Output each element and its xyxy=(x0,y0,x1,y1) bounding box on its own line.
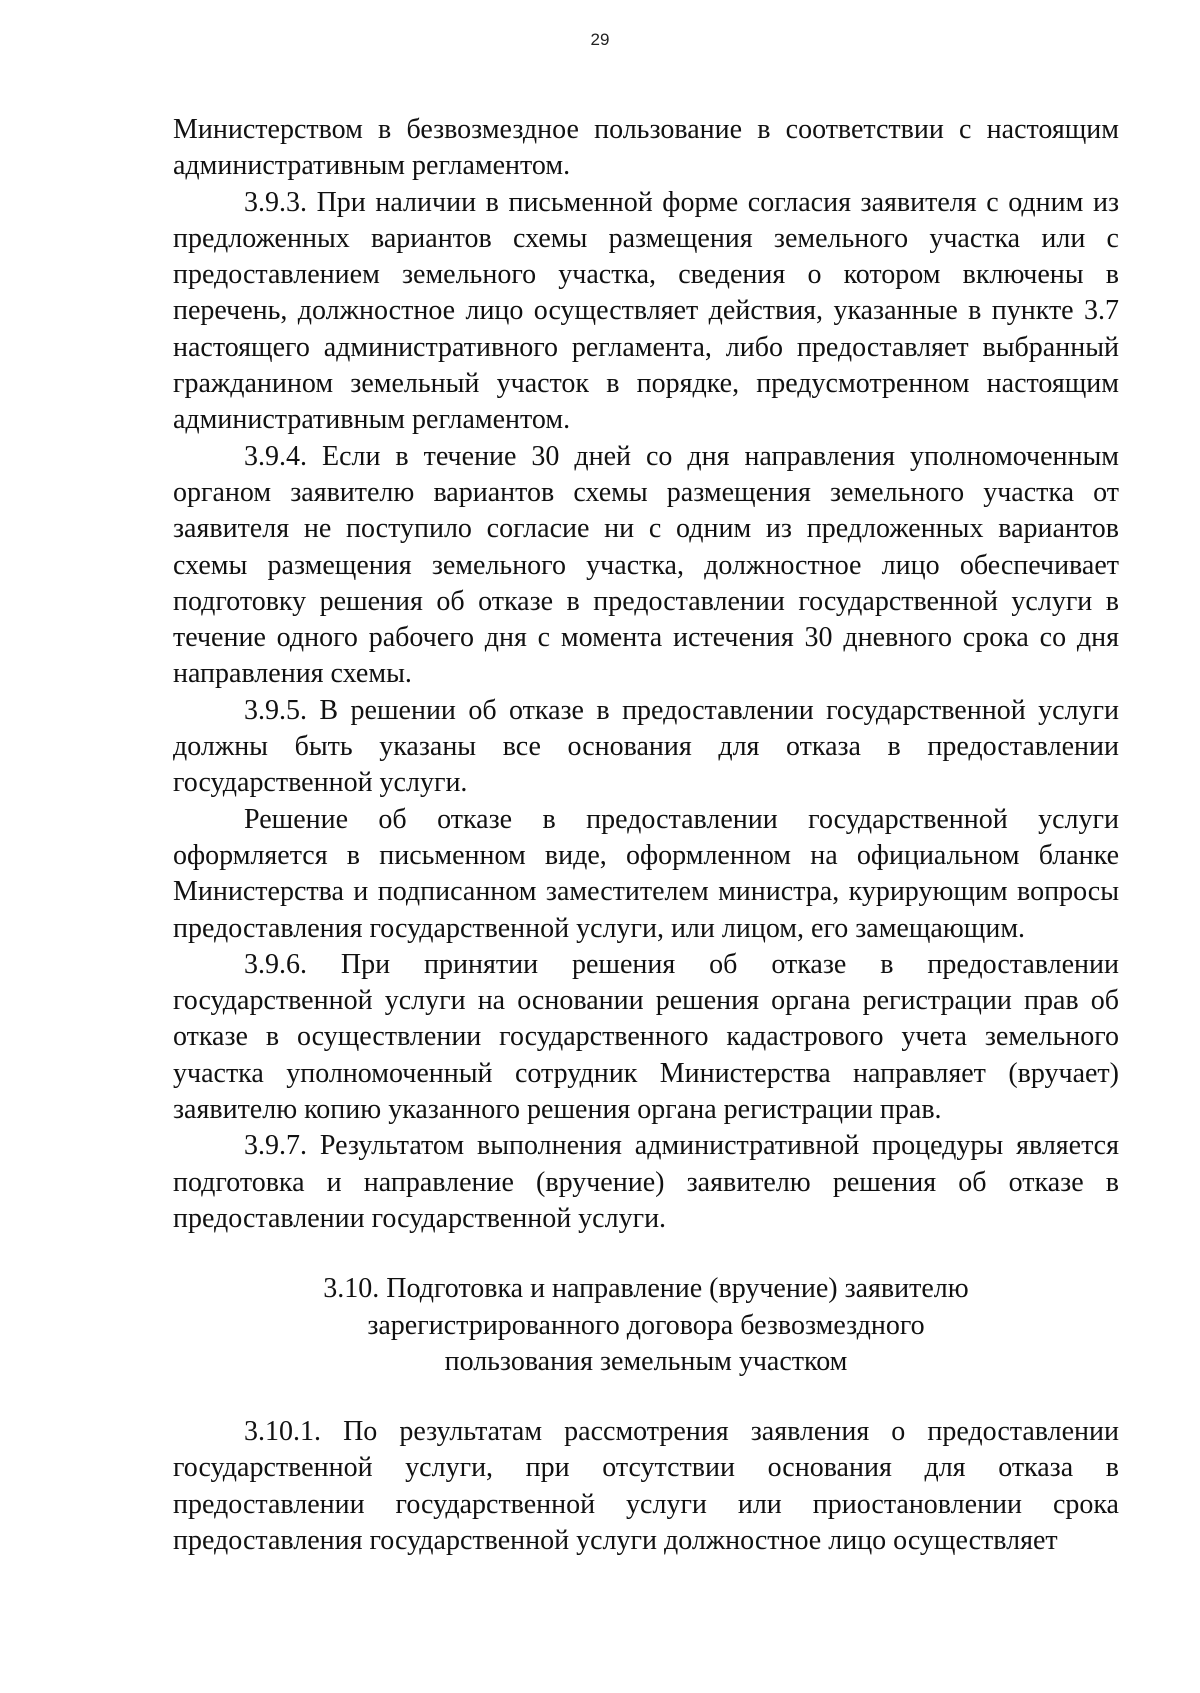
paragraph-continuation: Министерством в безвозмездное пользование в соответствии с настоящим административным регламентом. xyxy=(173,114,1119,182)
paragraph-3-9-3: 3.9.3. При наличии в письменной форме согласия заявителя с одним из предложенных вариантов схемы размещения земельного участка или с предоставлением земельного участка, сведения о котором включены в перечень, должностное лицо осуществляет действия, указанные в пункте 3.7 настоящего административного регламента, либо предоставляет выбранный гражданином земельный участок в порядке, предусмотренном настоящим административным регламентом. xyxy=(173,186,1119,436)
paragraph-refusal-decision: Решение об отказе в предоставлении государственной услуги оформляется в письменном виде, оформленном на официальном бланке Министерства и подписанном заместителем министра, курирующим вопросы предоставления государственной услуги, или лицом, его замещающим. xyxy=(173,803,1119,944)
section-heading-line: зарегистрированного договора безвозмездного xyxy=(367,1309,925,1341)
paragraph-3-9-7: 3.9.7. Результатом выполнения административной процедуры является подготовка и направление (вручение) заявителю решения об отказе в предоставлении государственной услуги. xyxy=(173,1130,1119,1234)
document-body xyxy=(173,112,1119,1559)
page-number: 29 xyxy=(590,30,610,49)
section-heading-line: 3.10. Подготовка и направление (вручение) заявителю xyxy=(323,1273,969,1305)
section-heading-3-10 xyxy=(173,1271,1119,1380)
paragraph-3-9-6: 3.9.6. При принятии решения об отказе в предоставлении государственной услуги на основании решения органа регистрации прав об отказе в осуществлении государственного кадастрового учета земельного участка уполномоченный сотрудник Министерства направляет (вручает) заявителю копию указанного решения органа регистрации прав. xyxy=(173,948,1119,1126)
paragraph-3-9-4: 3.9.4. Если в течение 30 дней со дня направления уполномоченным органом заявителю вариантов схемы размещения земельного участка от заявителя не поступило согласие ни с одним из предложенных вариантов схемы размещения земельного участка, должностное лицо обеспечивает подготовку решения об отказе в предоставлении государственной услуги в течение одного рабочего дня с момента истечения 30 дневного срока со дня направления схемы. xyxy=(173,440,1119,690)
section-heading-line: пользования земельным участком xyxy=(444,1345,848,1377)
paragraph-3-10-1: 3.10.1. По результатам рассмотрения заявления о предоставлении государственной услуги, при отсутствии основания для отказа в предоставлении государственной услуги или приостановлении срока предоставления государственной услуги должностное лицо осуществляет xyxy=(173,1416,1119,1556)
paragraph-3-9-5: 3.9.5. В решении об отказе в предоставлении государственной услуги должны быть указаны все основания для отказа в предоставлении государственной услуги. xyxy=(173,694,1119,799)
